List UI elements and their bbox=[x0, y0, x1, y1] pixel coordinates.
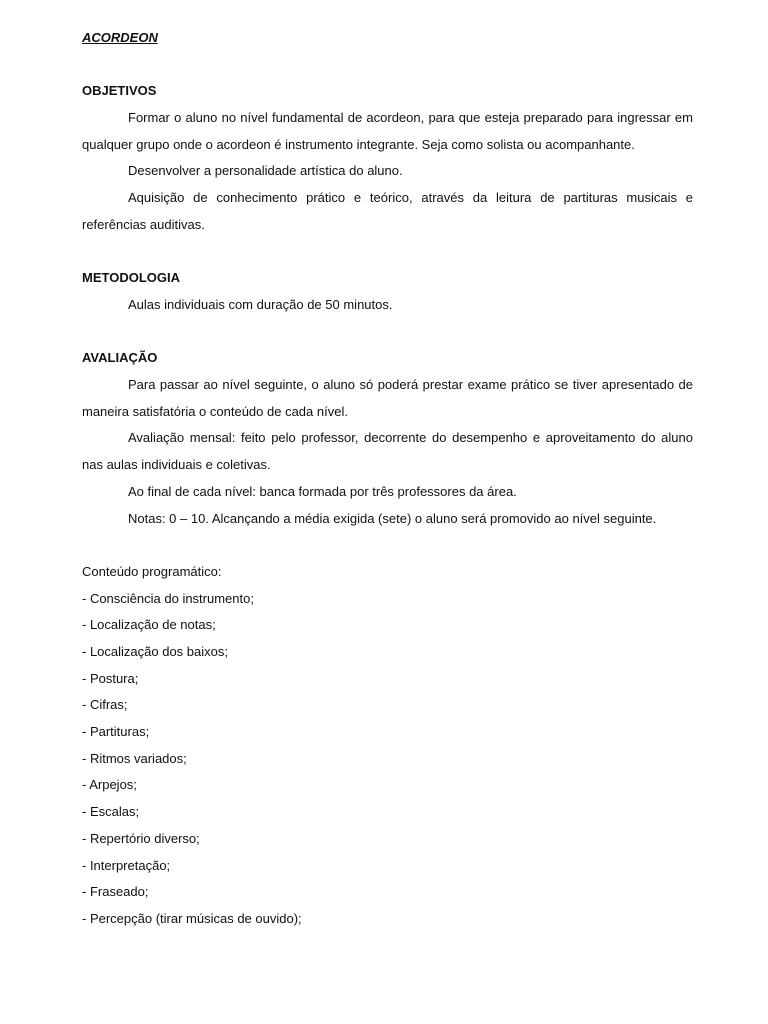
spacer bbox=[82, 532, 693, 559]
list-item: - Localização de notas; bbox=[82, 617, 216, 633]
section-conteudo bbox=[82, 559, 693, 933]
list-item: - Repertório diverso; bbox=[82, 830, 200, 846]
objetivos-paragraph-1: Formar o aluno no nível fundamental de acordeon, para que esteja preparado para ingressar em qualquer grupo onde o acordeon é instrumento integrante. Seja como solista ou acompanhante. bbox=[82, 110, 693, 152]
objetivos-paragraph-2: Desenvolver a personalidade artística do aluno. bbox=[128, 163, 403, 179]
content-title: Conteúdo programático: bbox=[82, 563, 222, 579]
list-item: - Partituras; bbox=[82, 724, 150, 740]
list-item: - Consciência do instrumento; bbox=[82, 590, 254, 606]
section-avaliacao bbox=[82, 345, 693, 532]
metodologia-paragraph-1: Aulas individuais com duração de 50 minutos. bbox=[128, 296, 393, 312]
spacer bbox=[82, 319, 693, 346]
avaliacao-paragraph-4: Notas: 0 – 10. Alcançando a média exigida (sete) o aluno será promovido ao nível seguinte. bbox=[128, 510, 657, 526]
section-heading-objetivos: OBJETIVOS bbox=[82, 83, 157, 99]
list-item: - Localização dos baixos; bbox=[82, 644, 228, 660]
document-page bbox=[82, 25, 693, 933]
spacer bbox=[82, 239, 693, 266]
list-item: - Postura; bbox=[82, 670, 139, 686]
section-objetivos bbox=[82, 78, 693, 238]
document-title: ACORDEON bbox=[82, 30, 158, 45]
avaliacao-paragraph-3: Ao final de cada nível: banca formada por três professores da área. bbox=[128, 483, 517, 499]
list-item: - Ritmos variados; bbox=[82, 750, 187, 766]
list-item: - Interpretação; bbox=[82, 857, 171, 873]
section-heading-metodologia: METODOLOGIA bbox=[82, 270, 180, 286]
list-item: - Fraseado; bbox=[82, 884, 149, 900]
list-item: - Arpejos; bbox=[82, 777, 137, 793]
spacer bbox=[82, 52, 693, 79]
content-list bbox=[82, 586, 693, 933]
list-item: - Escalas; bbox=[82, 804, 140, 820]
objetivos-paragraph-3: Aquisição de conhecimento prático e teórico, através da leitura de partituras musicais e referências auditivas. bbox=[82, 190, 693, 232]
list-item: - Percepção (tirar músicas de ouvido); bbox=[82, 910, 302, 926]
section-heading-avaliacao: AVALIAÇÃO bbox=[82, 350, 158, 366]
list-item: - Cifras; bbox=[82, 697, 128, 713]
avaliacao-paragraph-1: Para passar ao nível seguinte, o aluno só poderá prestar exame prático se tiver apresentado de maneira satisfatória o conteúdo de cada nível. bbox=[82, 377, 693, 419]
section-metodologia bbox=[82, 265, 693, 318]
avaliacao-paragraph-2: Avaliação mensal: feito pelo professor, decorrente do desempenho e aproveitamento do aluno nas aulas individuais e coletivas. bbox=[82, 430, 693, 473]
